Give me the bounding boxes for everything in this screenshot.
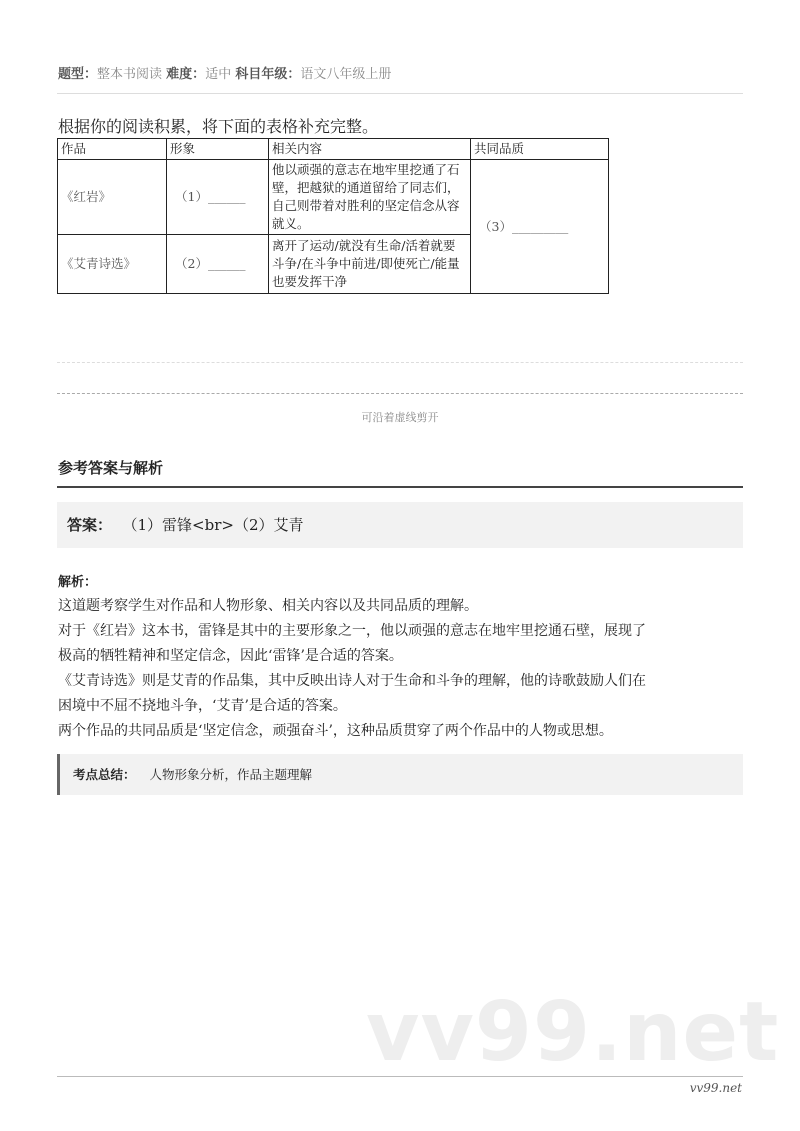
- divider: [57, 486, 743, 488]
- summary-box: [57, 754, 743, 795]
- header-cell: 形象: [167, 139, 269, 160]
- difficulty-label: 难度：: [166, 67, 206, 82]
- analysis-line: 两个作品的共同品质是‘坚定信念，顽强奋斗’，这种品质贯穿了两个作品中的人物或思想。: [58, 723, 613, 739]
- analysis-line: 极高的牺牲精神和坚定信念，因此‘雷锋’是合适的答案。: [58, 648, 403, 664]
- header-cell: 相关内容: [269, 139, 471, 160]
- footer-divider: [57, 1076, 743, 1077]
- summary-label: 考点总结：: [73, 767, 136, 782]
- answer-box: [57, 502, 743, 548]
- summary-text: 人物形象分析，作品主题理解: [149, 767, 313, 782]
- work-cell: 《红岩》: [58, 160, 167, 235]
- answer-section-title: 参考答案与解析: [58, 459, 164, 477]
- content-cell: 他以顽强的意志在地牢里挖通了石壁，把越狱的通道留给了同志们，自己则带着对胜利的坚定信念从容就义。: [269, 160, 471, 235]
- question-meta: [58, 63, 391, 82]
- watermark: vv99.net: [366, 985, 780, 1080]
- answer-label: 答案：: [67, 516, 113, 534]
- analysis-line: 《艾青诗选》则是艾青的作品集，其中反映出诗人对于生命和斗争的理解，他的诗歌鼓励人们在: [58, 673, 646, 689]
- content-cell: 离开了运动/就没有生命/活着就要斗争/在斗争中前进/即使死亡/能量也要发挥干净: [269, 235, 471, 294]
- question-instruction: 根据你的阅读积累，将下面的表格补充完整。: [58, 117, 379, 136]
- question-table: [57, 138, 609, 294]
- difficulty-value: 适中: [205, 67, 232, 82]
- subject-value: 语文八年级上册: [300, 67, 392, 82]
- image-blank: （1）______: [167, 160, 269, 235]
- analysis-line: 对于《红岩》这本书，雷锋是其中的主要形象之一，他以顽强的意志在地牢里挖通石壁，展现了: [58, 623, 646, 639]
- work-cell: 《艾青诗选》: [58, 235, 167, 294]
- analysis-line: 这道题考察学生对作品和人物形象、相关内容以及共同品质的理解。: [58, 598, 478, 614]
- answer-text: （1）雷锋<br>（2）艾青: [130, 516, 304, 534]
- subject-label: 科目年级：: [235, 67, 301, 82]
- dashed-line: [57, 362, 743, 363]
- table-header-row: [58, 139, 609, 160]
- type-label: 题型：: [58, 67, 98, 82]
- cut-hint: 可沿着虚线剪开: [361, 411, 439, 424]
- image-blank: （2）______: [167, 235, 269, 294]
- analysis-line: 困境中不屈不挠地斗争，‘艾青’是合适的答案。: [58, 698, 347, 714]
- analysis-label: 解析：: [58, 575, 98, 590]
- cut-line: [57, 393, 743, 394]
- divider: [57, 93, 743, 94]
- analysis-text: [58, 594, 748, 744]
- table-row: [58, 160, 609, 235]
- quality-blank: （3）_________: [471, 160, 609, 294]
- header-cell: 作品: [58, 139, 167, 160]
- header-cell: 共同品质: [471, 139, 609, 160]
- type-value: 整本书阅读: [97, 67, 163, 82]
- footer-site: vv99.net: [689, 1081, 742, 1095]
